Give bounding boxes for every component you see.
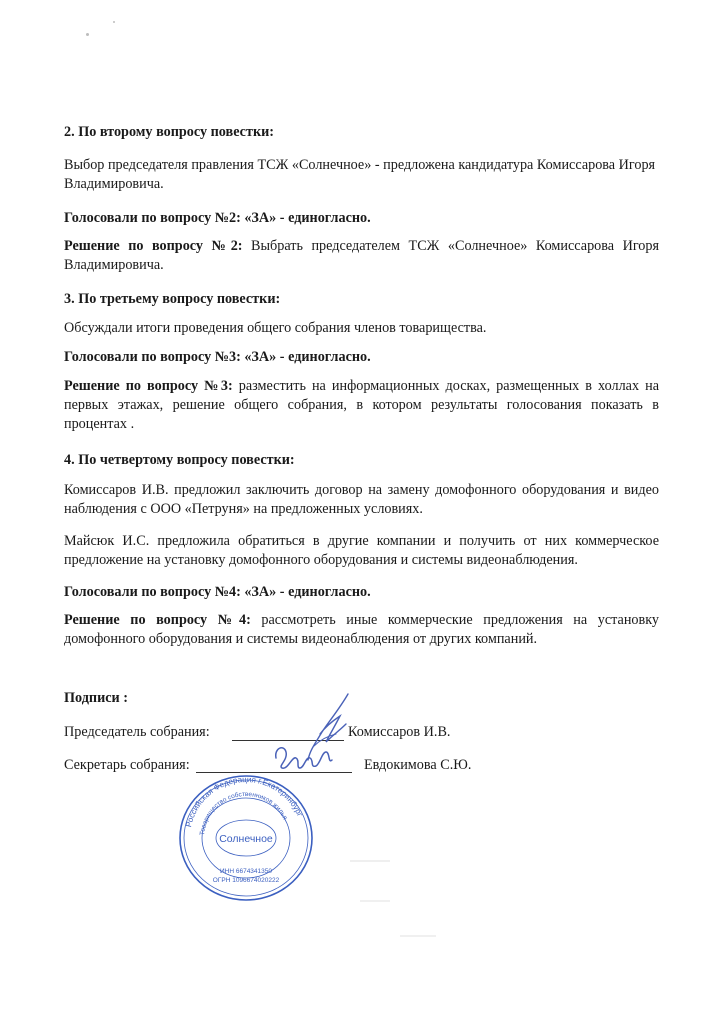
chair-name: Комиссаров И.В. bbox=[348, 724, 451, 740]
decision-label: Решение по вопросу №2: bbox=[64, 238, 243, 254]
bleed-through-mark bbox=[360, 900, 390, 902]
section-4-heading: 4. По четвертому вопросу повестки: bbox=[64, 452, 295, 468]
section-3-heading: 3. По третьему вопросу повестки: bbox=[64, 291, 281, 307]
stamp-center-text: Солнечное bbox=[219, 833, 273, 845]
section-3-vote: Голосовали по вопросу №3: «ЗА» - единогласно. bbox=[64, 349, 371, 365]
decision-text: Выбрать председателем ТСЖ «Солнечное» Комиссарова Игоря Владимировича. bbox=[64, 238, 659, 273]
section-3-text: Обсуждали итоги проведения общего собрания членов товарищества. bbox=[64, 320, 487, 336]
stamp-inn-text: ИНН 6674341350 bbox=[219, 868, 273, 875]
stamp-outer-text: Российская Федерация г.Екатеринбург bbox=[184, 774, 305, 829]
chair-label: Председатель собрания: bbox=[64, 724, 210, 740]
section-4-text-1: Комиссаров И.В. предложил заключить договор на замену домофонного оборудования и видео наблюдения с ООО «Петруня» на предложенных условиях. bbox=[64, 482, 659, 517]
secretary-signature bbox=[270, 738, 340, 778]
stamp-ogrn-text: ОГРН 1096674020222 bbox=[212, 877, 280, 884]
section-4-decision bbox=[64, 611, 659, 649]
section-2-vote: Голосовали по вопросу №2: «ЗА» - единогласно. bbox=[64, 210, 371, 226]
scan-speck bbox=[113, 21, 115, 23]
scan-speck bbox=[86, 33, 89, 36]
section-2-text: Выбор председателя правления ТСЖ «Солнечное» - предложена кандидатура Комиссарова Игоря Владимировича. bbox=[64, 157, 656, 192]
organization-stamp bbox=[176, 773, 316, 903]
secretary-name: Евдокимова С.Ю. bbox=[364, 757, 472, 773]
signatures-title: Подписи : bbox=[64, 690, 128, 706]
stamp-inner-text: Товарищество собственников жилья bbox=[199, 790, 289, 836]
secretary-label: Секретарь собрания: bbox=[64, 757, 190, 773]
decision-label: Решение по вопросу №4: bbox=[64, 612, 251, 628]
section-4-vote: Голосовали по вопросу №4: «ЗА» - единогласно. bbox=[64, 584, 371, 600]
decision-label: Решение по вопросу №3: bbox=[64, 378, 233, 394]
bleed-through-mark bbox=[350, 860, 390, 862]
section-2-heading: 2. По второму вопросу повестки: bbox=[64, 124, 275, 140]
decision-text: разместить на информационных досках, размещенных в холлах на первых этажах, решение общего собрания, в котором результаты голосования показать в процентах . bbox=[64, 378, 659, 432]
section-3-decision bbox=[64, 377, 659, 434]
decision-text: рассмотреть иные коммерческие предложения на установку домофонного оборудования и системы видеонаблюдения от других компаний. bbox=[64, 612, 659, 647]
section-4-text-2: Майсюк И.С. предложила обратиться в другие компании и получить от них коммерческое предложение на установку домофонного оборудования и системы видеонаблюдения. bbox=[64, 533, 659, 568]
bleed-through-mark bbox=[400, 935, 436, 937]
section-2-decision bbox=[64, 237, 659, 275]
